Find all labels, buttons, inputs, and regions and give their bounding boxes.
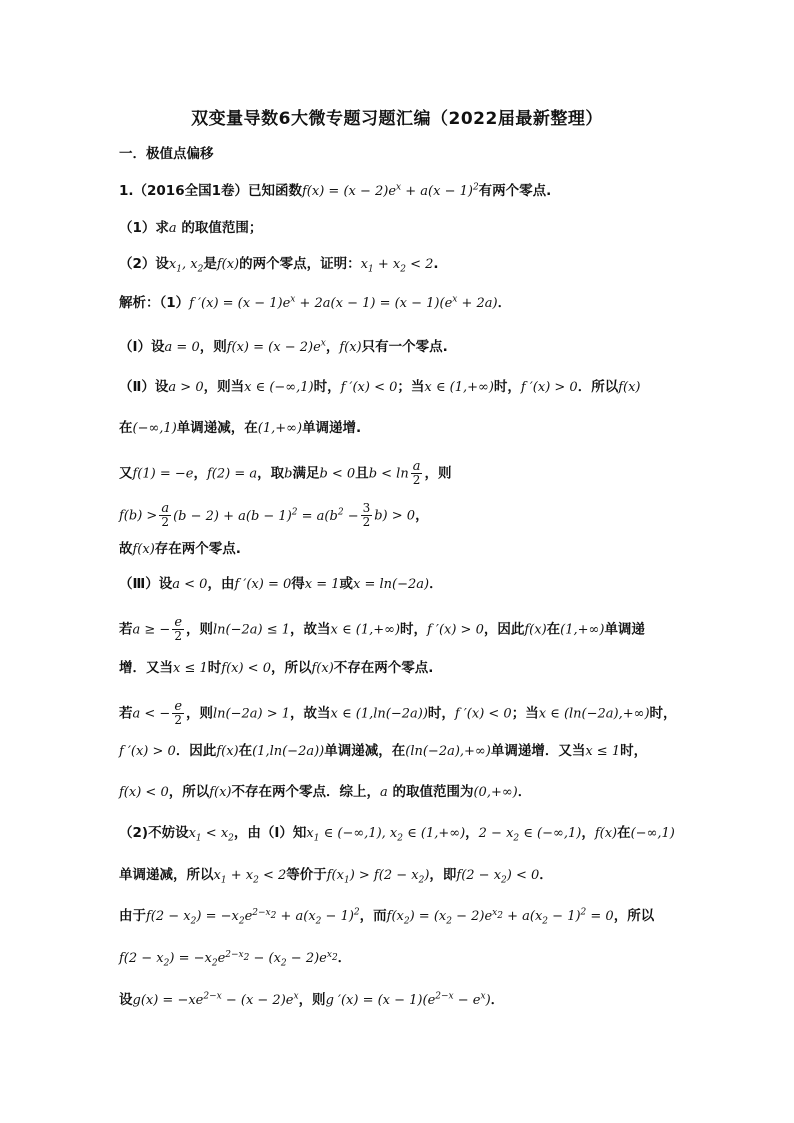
part-2-result: $f(2 - x_2) = -x_2e^{2-x_2} - (x_2 - 2)e^{x_2}$． (119, 949, 352, 969)
case-3b-conclusion: f(x) < 0，所以f(x)不存在两个零点．综上，a 的取值范围为(0,+∞)． (119, 784, 532, 800)
function-def: $f(x) = (x - 2)e^x + a(x - 1)^2$ (302, 182, 479, 199)
case-2: （Ⅱ）设a > 0，则当x ∈ (−∞,1)时，f ′(x) < 0；当x ∈ (1,+∞)时，f ′(x) > 0．所以f(x) (119, 379, 641, 395)
part-2-equivalence: 单调递减，所以$x_1 + x_2 < 2$等价于$f(x_1) > f(2 - x_2)$，即$f(2 - x_2) < 0$． (119, 867, 553, 886)
case-2-inequality: f(b) > $\frac{a}{2}$ $(b - 2) + a(b - 1)^2 = a(b^2$ − $\frac{3}{2}$ b) > 0， (119, 501, 429, 529)
case-3b-cont: f ′(x) > 0．因此f(x)在(1,ln(−2a))单调递减，在(ln(−2a),+∞)单调递增．又当x ≤ 1时， (119, 743, 648, 759)
case-3: （Ⅲ）设a < 0，由f ′(x) = 0得x = 1或x = ln(−2a)． (119, 576, 443, 592)
part-2-auxiliary: 设$g(x) = -xe^{2-x} - (x - 2)e^x$，则g $'(x) = (x - 1)(e^{2-x} - e^x)$． (119, 991, 505, 1008)
case-3a-cont: 增．又当x ≤ 1时f(x) < 0，所以f(x)不存在两个零点. (119, 660, 434, 676)
document-title: 双变量导数6大微专题习题汇编（2022届最新整理） (191, 109, 603, 129)
case-2-conclusion: 故f(x)存在两个零点. (119, 541, 241, 557)
case-3a: 若a ≥ − $\frac{e}{2}$ ，则ln(−2a) ≤ 1，故当x ∈ (1,+∞)时，f ′(x) > 0，因此f(x)在(1,+∞)单调递 (119, 615, 645, 643)
problem-part-1: （1）求a 的取值范围； (119, 220, 263, 236)
case-2-cont: 在(−∞,1)单调递减，在(1,+∞)单调递增. (119, 420, 362, 436)
part-2-setup: （2)不妨设$x_1 < x_2$，由（Ⅰ）知$x_1$ ∈ (−∞,1), $x_2$ ∈ (1,+∞)，$2 - x_2$ ∈ (−∞,1)，f(x)在(−∞,1) (119, 825, 675, 844)
case-2-values: 又f(1) = −e，f(2) = a，取b满足b < 0且b < ln $\frac{a}{2}$ ，则 (119, 459, 452, 487)
case-1: （Ⅰ）设a = 0，则$f(x) = (x - 2)e^x$，f(x)只有一个零点. (119, 338, 448, 355)
problem-statement: 1.（2016全国1卷）已知函数$f(x) = (x - 2)e^x + a(x - 1)^2$有两个零点. (119, 182, 552, 199)
section-heading: 一．极值点偏移 (119, 146, 214, 162)
part-2-substitution: 由于$f(2 - x_2) = -x_2e^{2-x_2} + a(x_2 - 1)^2$，而$f(x_2) = (x_2 - 2)e^{x_2} + a(x_2 - 1)^2 = 0$，所以 (119, 907, 655, 927)
case-3b: 若a < − $\frac{e}{2}$ ，则ln(−2a) > 1，故当x ∈ (1,ln(−2a))时，f ′(x) < 0；当x ∈ (ln(−2a),+∞)时， (119, 699, 677, 727)
problem-part-2: （2）设$x_1$, $x_2$是f(x)的两个零点，证明：$x_1 + x_2 < 2$. (119, 256, 439, 275)
solution-part-1: 解析：（1）f $'(x) = (x - 1)e^x + 2a(x - 1) = (x - 1)(e^x + 2a)$． (119, 294, 512, 311)
